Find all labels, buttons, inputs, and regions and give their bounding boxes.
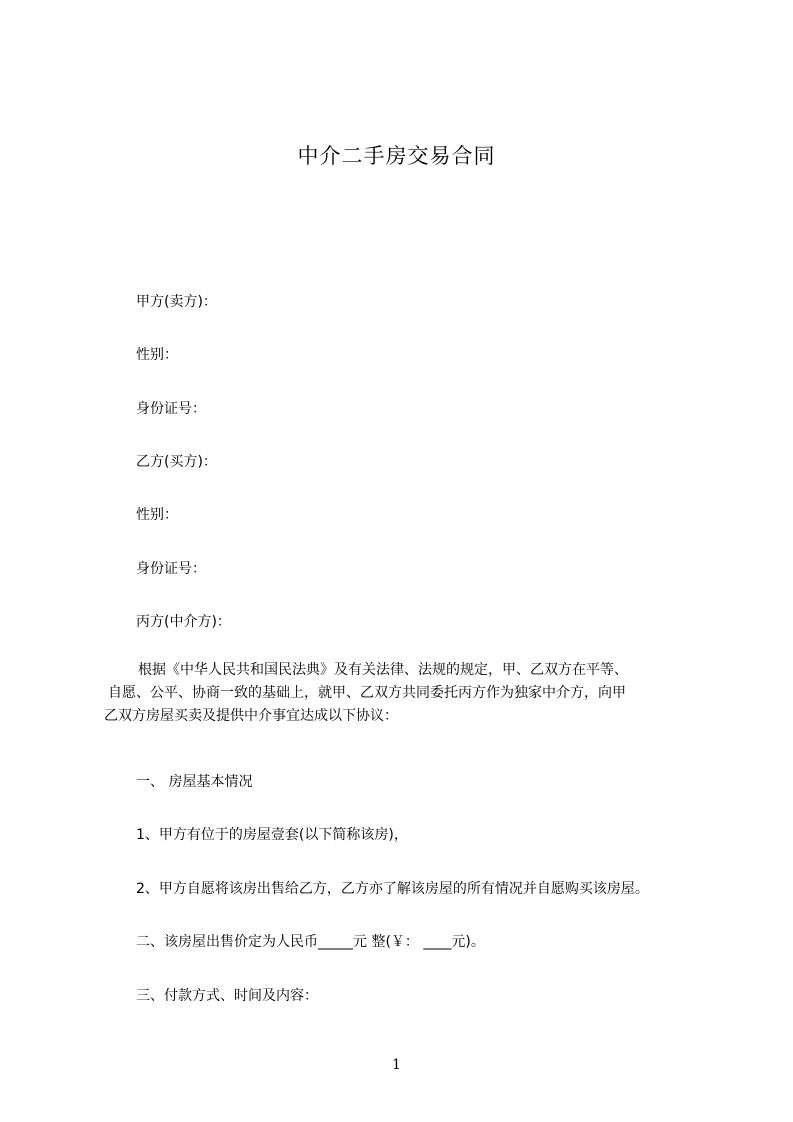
section-1-item-2: 2、甲方自愿将该房出售给乙方，乙方亦了解该房屋的所有情况并自愿购买该房屋。 [136, 881, 649, 897]
section-2-price: 二、该房屋出售价定为人民币_____元 整(￥： ____元)。 [136, 934, 485, 950]
preamble-line: 自愿、公平、协商一致的基础上，就甲、乙双方共同委托丙方作为独家中介方，向甲 [108, 685, 626, 701]
preamble-line: 乙双方房屋买卖及提供中介事宜达成以下协议： [104, 708, 398, 724]
document-title: 中介二手房交易合同 [297, 144, 496, 168]
party-a-gender-label: 性别： [136, 347, 178, 363]
party-c-label: 丙方(中介方)： [136, 614, 231, 630]
party-b-id-label: 身份证号： [136, 561, 206, 577]
page-number: 1 [392, 1057, 401, 1073]
party-a-label: 甲方(卖方)： [136, 294, 217, 310]
party-b-gender-label: 性别： [136, 507, 178, 523]
section-1-heading: 一、 房屋基本情况 [136, 774, 253, 790]
party-a-id-label: 身份证号： [136, 401, 206, 417]
section-3-heading: 三、付款方式、时间及内容： [136, 988, 318, 1004]
party-b-label: 乙方(买方)： [136, 454, 217, 470]
preamble-paragraph [100, 660, 720, 726]
preamble-line: 根据《中华人民共和国民法典》及有关法律、法规的规定，甲、乙双方在平等、 [138, 662, 628, 678]
section-1-item-1: 1、甲方有位于的房屋壹套(以下简称该房)， [136, 827, 408, 843]
